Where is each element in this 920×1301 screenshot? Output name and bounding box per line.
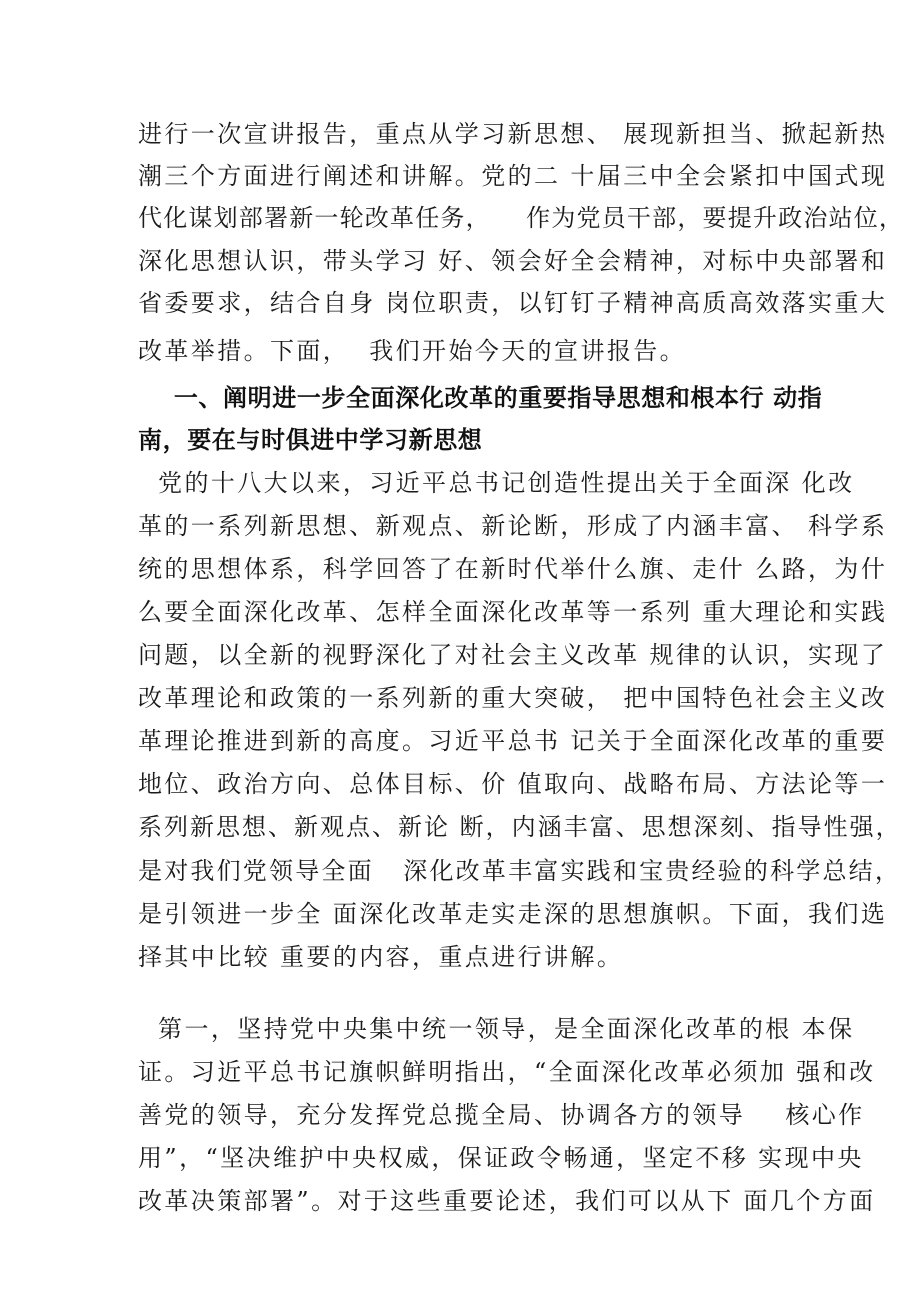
paragraph-1-line-8: 地位、政治方向、总体目标、价 值取向、战略布局、方法论等一 [138, 770, 888, 798]
paragraph-1-line-2: 革的一系列新思想、新观点、新论断，形成了内涵丰富、 科学系 [138, 512, 888, 540]
paragraph-1-line-5: 问题，以全新的视野深化了对社会主义改革 规律的认识，实现了 [138, 641, 888, 669]
paragraph-2-line-4: 用”，“坚决维护中央权威，保证政令畅通，坚定不移 实现中央 [138, 1144, 864, 1172]
intro-line-1: 进行一次宣讲报告，重点从学习新思想、 展现新担当、掀起新热 [138, 120, 888, 148]
paragraph-1-line-6: 改革理论和政策的一系列新的重大突破， 把中国特色社会主义改 [138, 684, 888, 712]
intro-line-5: 省委要求，结合自身 岗位职责，以钉钉子精神高质高效落实重大 [138, 289, 888, 317]
paragraph-1-line-3: 统的思想体系，科学回答了在新时代举什么旗、走什 么路，为什 [138, 555, 888, 583]
section-heading-line-2: 南，要在与时俱进中学习新思想 [138, 426, 483, 454]
intro-line-4: 深化思想认识，带头学习 好、领会好全会精神，对标中央部署和 [138, 247, 888, 275]
paragraph-2-line-5: 改革决策部署”。对于这些重要论述，我们可以从下 面几个方面 [138, 1187, 876, 1215]
paragraph-1-line-10: 是对我们党领导全面 深化改革丰富实践和宝贵经验的科学总结， [138, 857, 902, 885]
paragraph-1-line-11: 是引领进一步全 面深化改革走实走深的思想旗帜。下面，我们选 [138, 900, 888, 928]
paragraph-1-line-1: 党的十八大以来，习近平总书记创造性提出关于全面深 化改 [138, 469, 855, 497]
section-heading-line-1: 一、阐明进一步全面深化改革的重要指导思想和根本行 动指 [138, 384, 823, 412]
intro-line-3: 代化谋划部署新一轮改革任务， 作为党员干部，要提升政治站位， [138, 204, 905, 232]
paragraph-2-line-2: 证。习近平总书记旗帜鲜明指出，“全面深化改革必须加 强和改 [138, 1058, 876, 1086]
intro-line-2: 潮三个方面进行阐述和讲解。党的二 十届三中全会紧扣中国式现 [138, 162, 888, 190]
intro-line-6: 改革举措。下面， 我们开始今天的宣讲报告。 [138, 337, 687, 365]
paragraph-2-line-1: 第一，坚持党中央集中统一领导，是全面深化改革的根 本保 [138, 1015, 855, 1043]
paragraph-1-line-9: 系列新思想、新观点、新论 断，内涵丰富、思想深刻、指导性强， [138, 813, 902, 841]
paragraph-2-line-3: 善党的领导，充分发挥党总揽全局、协调各方的领导 核心作 [138, 1101, 865, 1129]
paragraph-1-line-7: 革理论推进到新的高度。习近平总书 记关于全面深化改革的重要 [138, 727, 888, 755]
paragraph-1-line-4: 么要全面深化改革、怎样全面深化改革等一系列 重大理论和实践 [138, 598, 888, 626]
paragraph-1-line-12: 择其中比较 重要的内容，重点进行讲解。 [138, 943, 624, 971]
